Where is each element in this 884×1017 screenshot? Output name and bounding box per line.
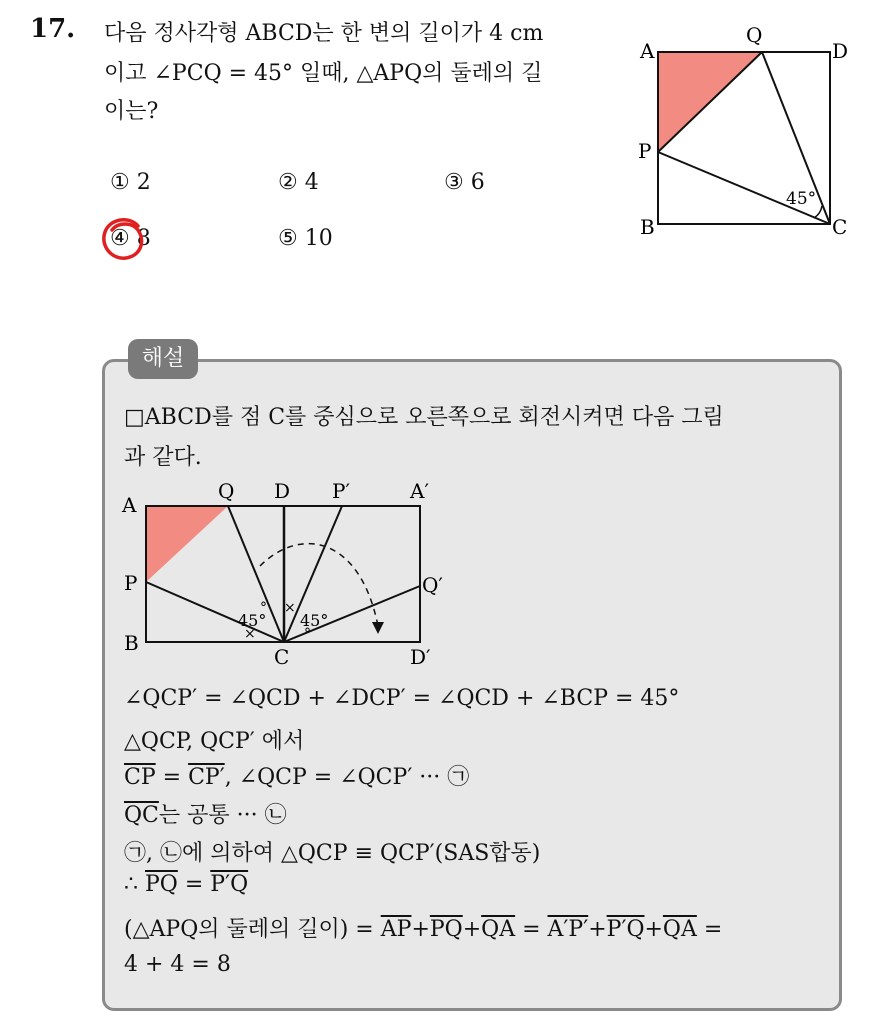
label-a: A xyxy=(640,39,655,63)
cross-mark: × xyxy=(284,600,296,616)
label-d: D xyxy=(274,479,291,503)
choice-value: 4 xyxy=(304,170,319,195)
circle-mark: ° xyxy=(304,626,311,642)
angle-label-right: 45° xyxy=(300,611,329,630)
solution-line-2: 과 같다. xyxy=(124,445,202,470)
segment-qa: $\overline{QA}$ xyxy=(662,917,697,942)
segment-cp: $\overline{CP}$ xyxy=(124,765,156,790)
choice-value: 6 xyxy=(470,170,485,195)
label-q: Q xyxy=(746,24,763,47)
equals-sign: = xyxy=(696,917,723,942)
label-p: P xyxy=(638,139,652,163)
label-a: A xyxy=(122,493,137,517)
segment-a-prime-p-prime: A′P′ xyxy=(547,917,589,942)
choice-mark: ① xyxy=(110,170,130,195)
plus-sign: + xyxy=(644,917,663,942)
angle-equality: , ∠QCP = ∠QCP′ ··· ㉠ xyxy=(224,765,470,790)
segment-p-prime-q: P′Q xyxy=(606,917,645,942)
solution-line-9 xyxy=(124,912,722,943)
plus-sign: + xyxy=(588,917,607,942)
choice-5[interactable] xyxy=(278,226,333,251)
choice-mark: ③ xyxy=(444,170,464,195)
common-text: 는 공통 ··· ㉡ xyxy=(158,803,287,828)
choice-mark: ⑤ xyxy=(278,226,298,251)
solution-line-7: ㉠, ㉡에 의하여 △QCP ≡ QCP′(SAS합동) xyxy=(124,841,541,866)
therefore-sign: ∴ xyxy=(124,872,145,897)
solution-line-4: △QCP, QCP′ 에서 xyxy=(124,729,305,754)
equals-sign: = xyxy=(155,765,189,790)
segment-cp-prime: CP′ xyxy=(188,765,225,790)
solution-line-8 xyxy=(124,872,248,897)
label-c: C xyxy=(274,645,290,669)
highlighted-triangle-apq xyxy=(146,506,228,582)
equals-sign: = xyxy=(515,917,548,942)
choice-mark: ④ xyxy=(110,226,130,251)
segment-p-prime-q: P′Q xyxy=(210,872,249,897)
choice-value: 10 xyxy=(304,226,333,251)
choice-2[interactable] xyxy=(278,170,319,195)
segment-qa: $\overline{QA}$ xyxy=(481,917,516,942)
solution-figure xyxy=(120,476,450,672)
segment-pq: $\overline{PQ}$ xyxy=(429,917,463,942)
solution-line-1: □ABCD를 점 C를 중심으로 오른쪽으로 회전시켜면 다음 그림 xyxy=(124,405,724,430)
segment-qc: $\overline{QC}$ xyxy=(124,803,159,828)
perimeter-label: (△APQ의 둘레의 길이) = xyxy=(124,917,381,942)
plus-sign: + xyxy=(462,917,482,942)
label-q: Q xyxy=(218,479,235,503)
choice-3[interactable] xyxy=(444,170,485,195)
label-b: B xyxy=(640,215,655,239)
choice-value: 8 xyxy=(136,226,151,251)
question-number: 17. xyxy=(30,14,76,44)
label-c: C xyxy=(832,215,848,239)
label-a-prime: A′ xyxy=(410,479,429,503)
label-d: D xyxy=(832,39,849,63)
label-b: B xyxy=(124,631,139,655)
question-figure xyxy=(634,24,866,240)
solution-tag: 해설 xyxy=(128,339,198,379)
choice-1[interactable] xyxy=(110,170,151,195)
equals-sign: = xyxy=(177,872,211,897)
solution-line-5 xyxy=(124,760,469,791)
plus-sign: + xyxy=(411,917,430,942)
label-p-prime: P′ xyxy=(332,479,350,503)
question-text-line-1: 다음 정사각형 ABCD는 한 변의 길이가 4 cm xyxy=(104,21,544,46)
label-q-prime: Q′ xyxy=(422,573,443,597)
solution-line-3: ∠QCP′ = ∠QCD + ∠DCP′ = ∠QCD + ∠BCP = 45° xyxy=(124,686,680,711)
question-text-line-2: 이고 ∠PCQ = 45° 일때, △APQ의 둘레의 길 xyxy=(104,61,543,86)
label-d-prime: D′ xyxy=(410,645,431,669)
choice-mark: ② xyxy=(278,170,298,195)
angle-label: 45° xyxy=(786,189,817,209)
segment-pq: $\overline{PQ}$ xyxy=(145,872,178,897)
angle-label-left: 45° xyxy=(238,611,267,630)
label-p: P xyxy=(124,571,138,595)
answer-circle-mark xyxy=(98,214,148,264)
solution-line-10: 4 + 4 = 8 xyxy=(124,952,231,977)
solution-line-6 xyxy=(124,798,287,829)
choice-value: 2 xyxy=(136,170,151,195)
cross-mark: × xyxy=(244,626,256,642)
circle-mark: ° xyxy=(260,600,267,616)
question-text-line-3: 이는? xyxy=(104,99,159,124)
segment-ap: $\overline{AP}$ xyxy=(380,917,412,942)
